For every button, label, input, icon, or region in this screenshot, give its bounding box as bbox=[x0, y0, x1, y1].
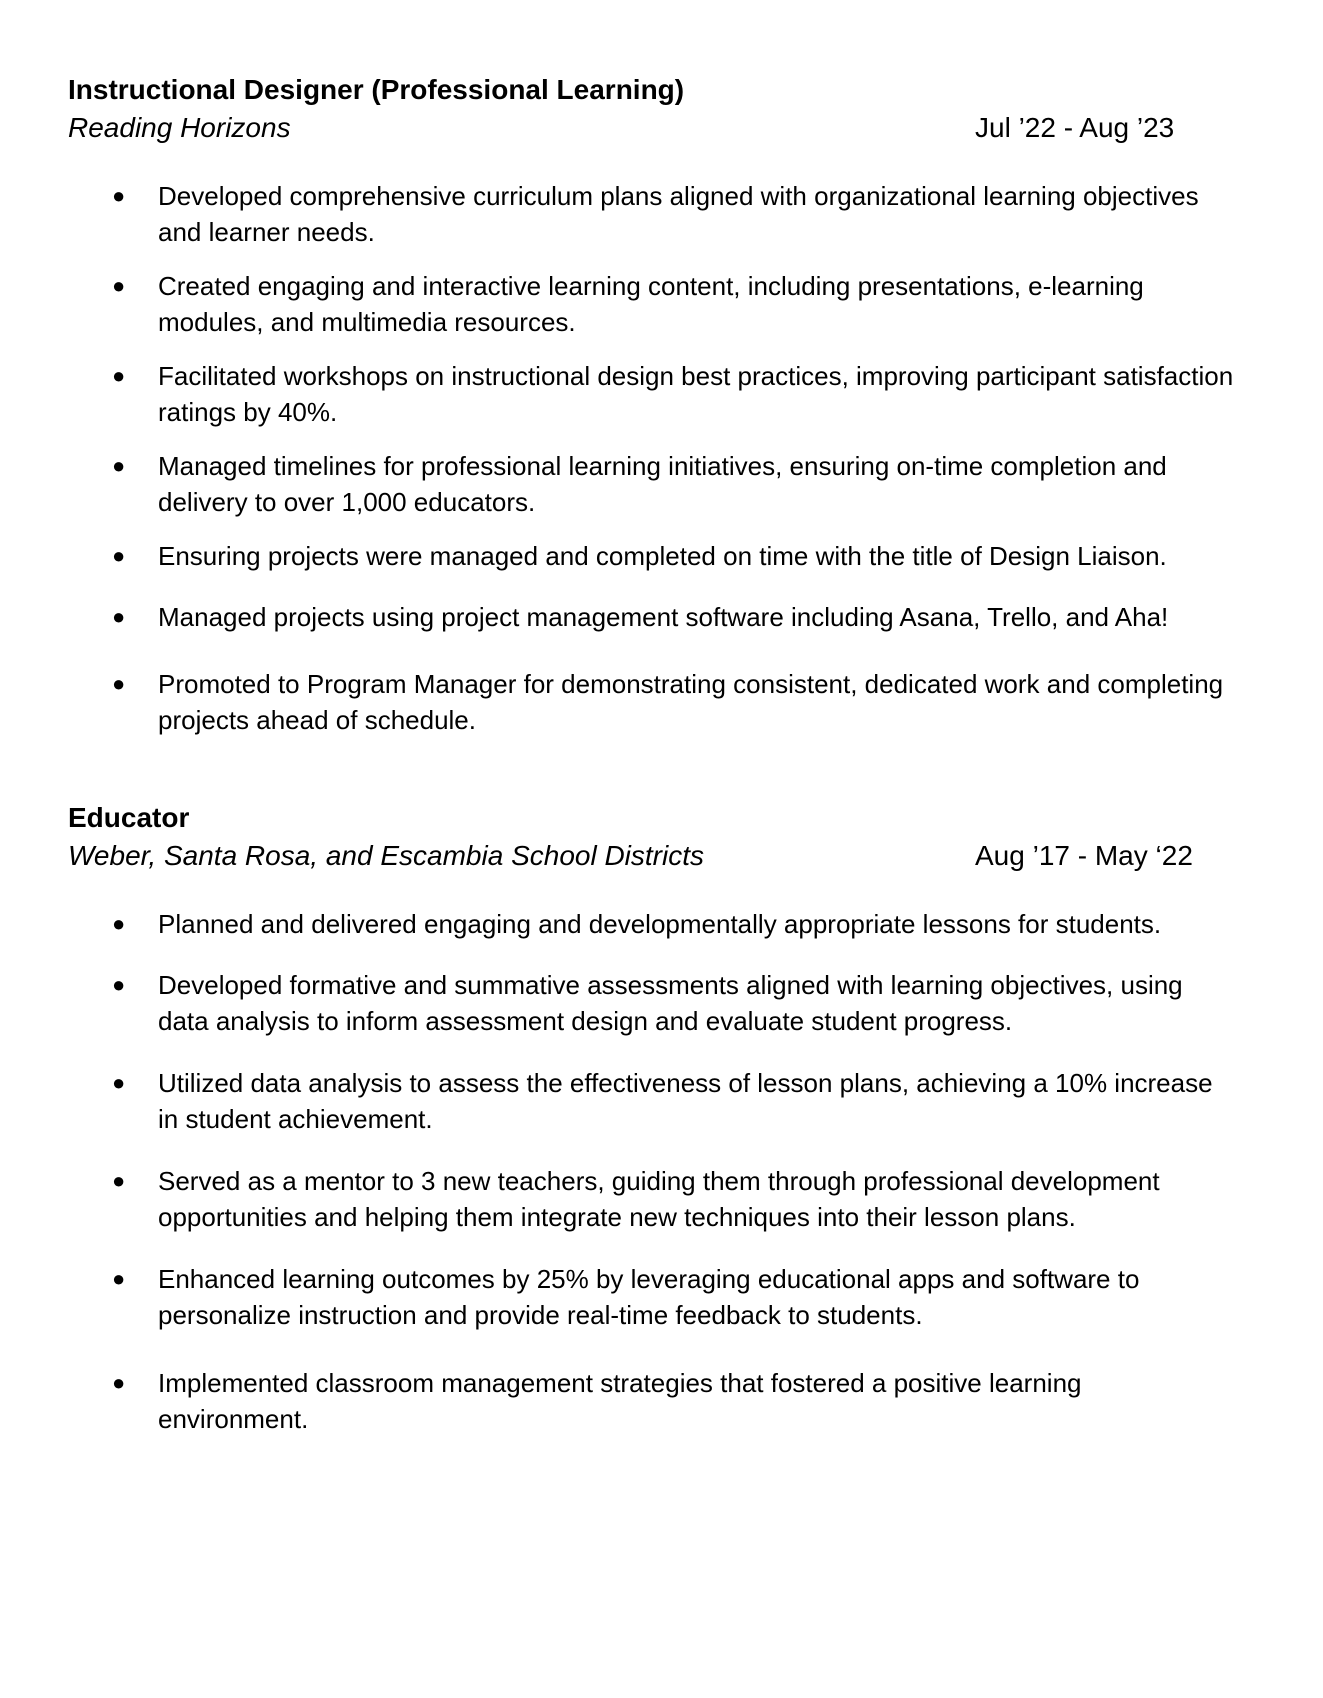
bullet-icon: ● bbox=[112, 453, 126, 478]
bullet-icon: ● bbox=[112, 1070, 126, 1095]
list-item-text: Developed comprehensive curriculum plans aligned with organizational learning objectives and learner needs. bbox=[158, 181, 1199, 247]
list-item-text: Utilized data analysis to assess the effectiveness of lesson plans, achieving a 10% increase in student achievement. bbox=[158, 1068, 1213, 1134]
bullet-icon: ● bbox=[112, 273, 126, 298]
job-subheading bbox=[68, 836, 1248, 876]
bullet-icon: ● bbox=[112, 183, 126, 208]
list-item-text: Facilitated workshops on instructional design best practices, improving participant satisfaction ratings by 40%. bbox=[158, 361, 1234, 427]
bullet-icon: ● bbox=[112, 1266, 126, 1291]
job-subheading bbox=[68, 108, 1248, 148]
bullet-icon: ● bbox=[112, 1370, 126, 1395]
bullet-icon: ● bbox=[112, 1168, 126, 1193]
job-entry bbox=[68, 800, 1248, 1434]
job-entry bbox=[68, 72, 1248, 735]
company-name: Reading Horizons bbox=[68, 112, 291, 143]
job-title: Educator bbox=[68, 802, 190, 833]
list-item-text: Ensuring projects were managed and completed on time with the title of Design Liaison. bbox=[158, 541, 1167, 571]
employment-dates: Aug ’17 - May ‘22 bbox=[975, 840, 1193, 871]
list-item-text: Developed formative and summative assessments aligned with learning objectives, using data analysis to inform assessment design and evaluate student progress. bbox=[158, 970, 1183, 1036]
bullet-icon: ● bbox=[112, 604, 126, 629]
list-item-text: Served as a mentor to 3 new teachers, guiding them through professional development opportunities and helping them integrate new techniques into their lesson plans. bbox=[158, 1166, 1160, 1232]
bullet-icon: ● bbox=[112, 543, 126, 568]
bullet-icon: ● bbox=[112, 972, 126, 997]
list-item-text: Managed projects using project management software including Asana, Trello, and Aha! bbox=[158, 602, 1169, 632]
list-item-text: Implemented classroom management strategies that fostered a positive learning environment. bbox=[158, 1368, 1082, 1434]
list-item-text: Created engaging and interactive learning content, including presentations, e-learning modules, and multimedia resources. bbox=[158, 271, 1144, 337]
list-item-text: Managed timelines for professional learning initiatives, ensuring on-time completion and delivery to over 1,000 educators. bbox=[158, 451, 1167, 517]
list-item-text: Enhanced learning outcomes by 25% by leveraging educational apps and software to personalize instruction and provide real-time feedback to students. bbox=[158, 1264, 1140, 1330]
bullet-icon: ● bbox=[112, 363, 126, 388]
list-item-text: Promoted to Program Manager for demonstrating consistent, dedicated work and completing projects ahead of schedule. bbox=[158, 669, 1224, 735]
job-title: Instructional Designer (Professional Learning) bbox=[68, 74, 685, 105]
employment-dates: Jul ’22 - Aug ’23 bbox=[975, 112, 1175, 143]
company-name: Weber, Santa Rosa, and Escambia School Districts bbox=[68, 840, 705, 871]
list-item-text: Planned and delivered engaging and developmentally appropriate lessons for students. bbox=[158, 909, 1162, 939]
bullet-icon: ● bbox=[112, 671, 126, 696]
bullet-icon: ● bbox=[112, 911, 126, 936]
